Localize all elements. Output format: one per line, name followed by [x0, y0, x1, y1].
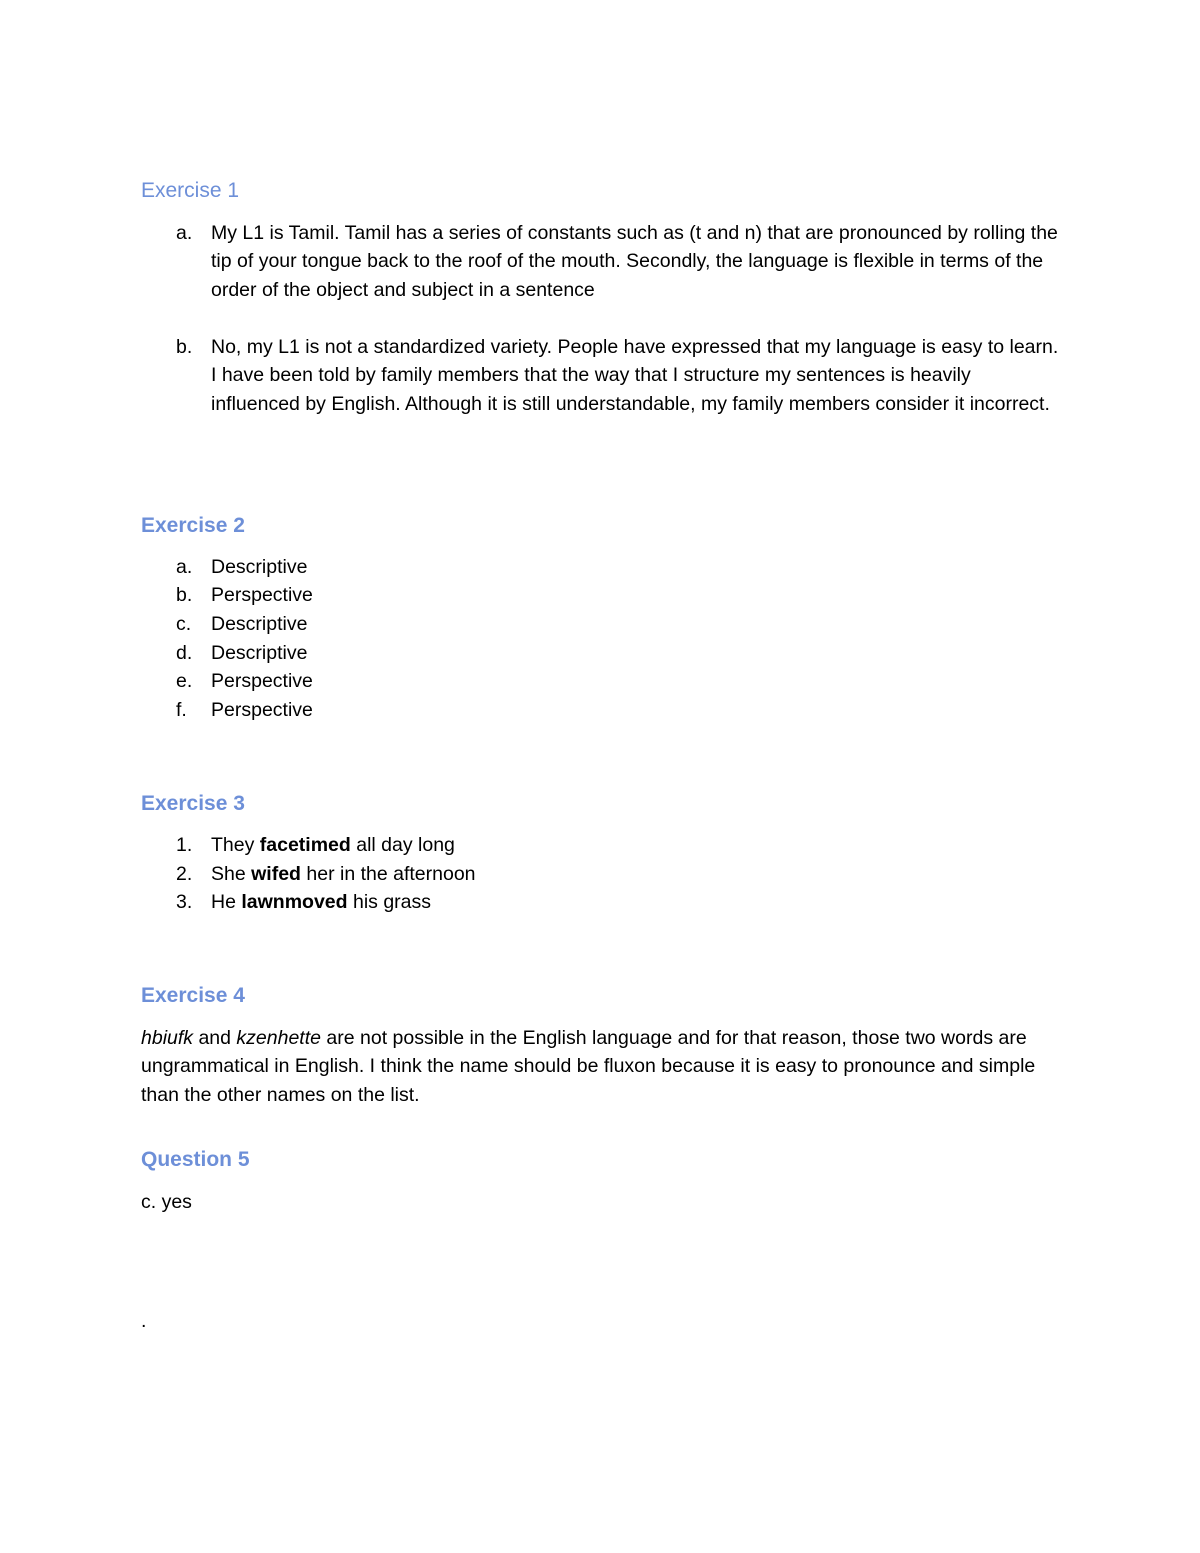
- exercise-4-heading: Exercise 4: [141, 984, 245, 1007]
- exercise-3-heading: Exercise 3: [141, 792, 245, 815]
- exercise-2-item-text: Perspective: [211, 699, 313, 721]
- exercise-2-item-text: Perspective: [211, 670, 313, 692]
- paragraph-text: are not possible in the English language and for that reason, those two words are ungrammatical in English. I think the name should be fluxon because it is easy to pronounce and simple than the other names on the list.: [141, 1027, 1036, 1106]
- question-5-heading: Question 5: [141, 1148, 250, 1171]
- exercise-2-item-text: Perspective: [211, 584, 313, 606]
- italic-word: kzenhette: [236, 1027, 321, 1049]
- coined-verb: wifed: [251, 863, 301, 885]
- coined-verb: lawnmoved: [241, 891, 348, 913]
- paragraph-text: and: [193, 1027, 237, 1049]
- exercise-1-heading: Exercise 1: [141, 179, 240, 202]
- italic-word: hbiufk: [141, 1027, 194, 1049]
- coined-verb: facetimed: [259, 834, 351, 856]
- exercise-4-paragraph: [141, 1024, 1061, 1109]
- exercise-3-item-text: [211, 860, 1061, 888]
- exercise-2-heading: Exercise 2: [141, 514, 245, 537]
- exercise-2-item-a: a. Descriptive: [141, 553, 1061, 581]
- exercise-2-item-text: Descriptive: [211, 613, 308, 635]
- sentence-start: She: [211, 863, 252, 885]
- exercise-2-item-e: e. Perspective: [141, 667, 1061, 695]
- sentence-end: her in the afternoon: [300, 863, 476, 885]
- exercise-2-item-text: Descriptive: [211, 642, 308, 664]
- exercise-1-item-b: b. No, my L1 is not a standardized variety. People have expressed that my language is easy to learn. I have been told by family members that the way that I structure my sentences is heavily influenced by English. Although it is still understandable, my family members consider it incorrect.: [141, 333, 1061, 418]
- exercise-2-item-d: d. Descriptive: [141, 639, 1061, 667]
- exercise-3-item-3: 3. He lawnmoved his grass: [141, 888, 1061, 916]
- exercise-1-item-a-text: My L1 is Tamil. Tamil has a series of constants such as (t and n) that are pronounced by rolling the tip of your tongue back to the roof of the mouth. Secondly, the language is flexible in terms of the order of the object and subject in a sentence: [211, 222, 1058, 301]
- exercise-3-item-text: [211, 888, 1061, 916]
- question-5-answer: c. yes: [141, 1191, 192, 1213]
- exercise-2-item-b: b. Perspective: [141, 581, 1061, 609]
- sentence-start: They: [211, 834, 260, 856]
- exercise-2-item-c: c. Descriptive: [141, 610, 1061, 638]
- exercise-3-item-2: 2. She wifed her in the afternoon: [141, 860, 1061, 888]
- trailing-dot: .: [141, 1310, 147, 1332]
- sentence-start: He: [211, 891, 242, 913]
- exercise-3-item-1: 1. They facetimed all day long: [141, 831, 1061, 859]
- exercise-1-item-a: a. My L1 is Tamil. Tamil has a series of constants such as (t and n) that are pronounced by rolling the tip of your tongue back to the roof of the mouth. Secondly, the language is flexible in terms of the order of the object and subject in a sentence: [141, 219, 1061, 304]
- exercise-1-item-b-text: No, my L1 is not a standardized variety. People have expressed that my language is easy to learn. I have been told by family members that the way that I structure my sentences is heavily influenced by English. Although it is still understandable, my family members consider it incorrect.: [211, 336, 1059, 415]
- sentence-end: his grass: [347, 891, 432, 913]
- exercise-2-item-text: Descriptive: [211, 556, 308, 578]
- exercise-3-item-text: [211, 831, 1061, 859]
- sentence-end: all day long: [350, 834, 455, 856]
- exercise-2-item-f: f. Perspective: [141, 696, 1061, 724]
